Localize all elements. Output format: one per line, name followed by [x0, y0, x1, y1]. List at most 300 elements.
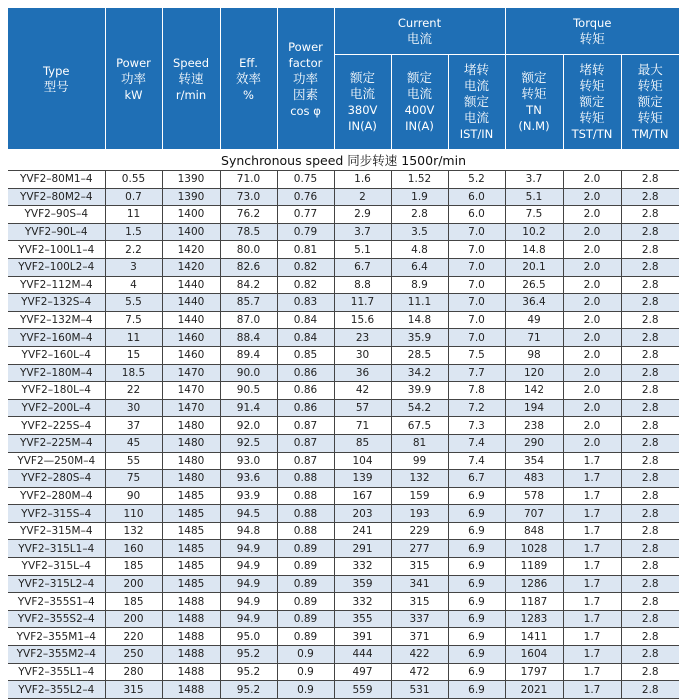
table-row — [8, 663, 679, 681]
cell-torque-tn: 194 — [505, 399, 563, 417]
cell-power: 0.7 — [105, 188, 162, 206]
cell-current-ratio: 6.9 — [448, 575, 505, 593]
cell-torque-tm: 2.8 — [621, 540, 679, 558]
cell-torque-tn: 26.5 — [505, 276, 563, 294]
cell-torque-tn: 1189 — [505, 558, 563, 576]
cell-power: 1.5 — [105, 223, 162, 241]
cell-power-factor: 0.89 — [277, 628, 334, 646]
header-tn-l3: TN — [526, 103, 542, 117]
cell-current-380v: 139 — [334, 470, 391, 488]
cell-current-400v: 3.5 — [391, 223, 448, 241]
cell-power-factor: 0.9 — [277, 663, 334, 681]
header-power-en: Power — [116, 55, 151, 70]
cell-current-380v: 5.1 — [334, 241, 391, 259]
sync-speed-title: Synchronous speed 同步转速 1500r/min — [8, 150, 679, 171]
cell-eff: 95.2 — [220, 681, 277, 699]
table-header — [8, 8, 679, 150]
cell-power-factor: 0.75 — [277, 171, 334, 189]
header-c380-l1: 额定 — [349, 70, 375, 85]
cell-current-ratio: 5.2 — [448, 171, 505, 189]
sync-speed-row — [8, 150, 679, 171]
header-eff-unit: % — [243, 87, 254, 102]
cell-speed: 1488 — [162, 610, 220, 628]
header-c400-l1: 额定 — [406, 70, 432, 85]
cell-current-ratio: 7.0 — [448, 223, 505, 241]
cell-speed: 1488 — [162, 681, 220, 699]
table-row — [8, 417, 679, 435]
cell-eff: 92.0 — [220, 417, 277, 435]
table-row — [8, 311, 679, 329]
cell-current-400v: 34.2 — [391, 364, 448, 382]
cell-torque-tst: 1.7 — [563, 646, 621, 664]
header-cr-l5: IST/IN — [459, 127, 494, 141]
cell-current-400v: 132 — [391, 470, 448, 488]
cell-speed: 1460 — [162, 346, 220, 364]
cell-torque-tm: 2.8 — [621, 241, 679, 259]
table-row — [8, 646, 679, 664]
cell-power: 15 — [105, 346, 162, 364]
cell-type: YVF2–90S–4 — [8, 206, 105, 224]
header-speed — [162, 8, 220, 150]
table-row — [8, 628, 679, 646]
cell-torque-tst: 1.7 — [563, 610, 621, 628]
cell-speed: 1470 — [162, 382, 220, 400]
table-row — [8, 294, 679, 312]
cell-torque-tm: 2.8 — [621, 329, 679, 347]
cell-eff: 89.4 — [220, 346, 277, 364]
cell-torque-tst: 1.7 — [563, 452, 621, 470]
cell-torque-tst: 1.7 — [563, 522, 621, 540]
cell-speed: 1488 — [162, 593, 220, 611]
cell-torque-tm: 2.8 — [621, 487, 679, 505]
cell-torque-tm: 2.8 — [621, 452, 679, 470]
cell-eff: 84.2 — [220, 276, 277, 294]
cell-speed: 1390 — [162, 188, 220, 206]
header-tst-l3: 额定 — [579, 94, 605, 109]
cell-torque-tn: 14.8 — [505, 241, 563, 259]
cell-eff: 71.0 — [220, 171, 277, 189]
table-row — [8, 452, 679, 470]
cell-torque-tm: 2.8 — [621, 663, 679, 681]
cell-current-380v: 42 — [334, 382, 391, 400]
cell-current-380v: 71 — [334, 417, 391, 435]
cell-torque-tst: 1.7 — [563, 681, 621, 699]
cell-eff: 95.0 — [220, 628, 277, 646]
cell-eff: 76.2 — [220, 206, 277, 224]
cell-torque-tn: 71 — [505, 329, 563, 347]
cell-power: 185 — [105, 558, 162, 576]
cell-eff: 90.0 — [220, 364, 277, 382]
table-row — [8, 593, 679, 611]
cell-eff: 95.2 — [220, 663, 277, 681]
header-torque-tn — [505, 55, 563, 150]
header-current-380v — [334, 55, 391, 150]
cell-torque-tm: 2.8 — [621, 610, 679, 628]
cell-current-380v: 36 — [334, 364, 391, 382]
header-torque-cn: 转矩 — [579, 31, 605, 46]
spec-table-container — [8, 8, 679, 699]
cell-eff: 94.9 — [220, 610, 277, 628]
cell-power: 45 — [105, 434, 162, 452]
cell-current-400v: 1.9 — [391, 188, 448, 206]
cell-eff: 94.9 — [220, 593, 277, 611]
cell-current-ratio: 7.0 — [448, 329, 505, 347]
cell-power-factor: 0.9 — [277, 646, 334, 664]
cell-current-400v: 11.1 — [391, 294, 448, 312]
header-torque-tst — [563, 55, 621, 150]
cell-type: YVF2–280M–4 — [8, 487, 105, 505]
cell-current-400v: 39.9 — [391, 382, 448, 400]
cell-type: YVF2–355L1–4 — [8, 663, 105, 681]
cell-type: YVF2–132M–4 — [8, 311, 105, 329]
cell-current-380v: 11.7 — [334, 294, 391, 312]
cell-current-380v: 332 — [334, 558, 391, 576]
cell-type: YVF2–200L–4 — [8, 399, 105, 417]
cell-torque-tn: 7.5 — [505, 206, 563, 224]
cell-torque-tst: 1.7 — [563, 487, 621, 505]
cell-torque-tm: 2.8 — [621, 188, 679, 206]
cell-current-ratio: 6.9 — [448, 593, 505, 611]
header-tm-l2: 转矩 — [637, 78, 663, 93]
cell-power-factor: 0.89 — [277, 575, 334, 593]
cell-current-400v: 4.8 — [391, 241, 448, 259]
table-row — [8, 399, 679, 417]
cell-current-ratio: 6.9 — [448, 628, 505, 646]
header-tm-l3: 额定 — [637, 94, 663, 109]
cell-type: YVF2–280S–4 — [8, 470, 105, 488]
cell-power-factor: 0.88 — [277, 505, 334, 523]
cell-type: YVF2–100L1–4 — [8, 241, 105, 259]
cell-current-ratio: 7.0 — [448, 311, 505, 329]
header-eff-cn: 效率 — [235, 70, 261, 86]
table-row — [8, 364, 679, 382]
cell-power-factor: 0.88 — [277, 487, 334, 505]
cell-current-ratio: 7.4 — [448, 452, 505, 470]
cell-current-ratio: 6.9 — [448, 540, 505, 558]
cell-type: YVF2–225S–4 — [8, 417, 105, 435]
cell-current-380v: 332 — [334, 593, 391, 611]
table-row — [8, 382, 679, 400]
cell-current-ratio: 7.8 — [448, 382, 505, 400]
cell-eff: 94.9 — [220, 575, 277, 593]
header-type-en: Type — [43, 63, 70, 78]
cell-current-380v: 291 — [334, 540, 391, 558]
header-tst-l4: 转矩 — [579, 110, 605, 125]
cell-current-ratio: 7.2 — [448, 399, 505, 417]
header-current-en: Current — [397, 16, 442, 30]
cell-eff: 95.2 — [220, 646, 277, 664]
cell-type: YVF2–80M1–4 — [8, 171, 105, 189]
cell-current-400v: 67.5 — [391, 417, 448, 435]
cell-power: 2.2 — [105, 241, 162, 259]
cell-torque-tm: 2.8 — [621, 593, 679, 611]
cell-torque-tm: 2.8 — [621, 434, 679, 452]
cell-torque-tm: 2.8 — [621, 558, 679, 576]
header-eff-en: Eff. — [239, 55, 258, 70]
cell-current-380v: 30 — [334, 346, 391, 364]
cell-power-factor: 0.87 — [277, 452, 334, 470]
cell-speed: 1488 — [162, 628, 220, 646]
cell-power-factor: 0.89 — [277, 558, 334, 576]
cell-power-factor: 0.82 — [277, 276, 334, 294]
cell-torque-tst: 2.0 — [563, 434, 621, 452]
cell-torque-tm: 2.8 — [621, 364, 679, 382]
cell-current-ratio: 7.0 — [448, 276, 505, 294]
cell-torque-tn: 578 — [505, 487, 563, 505]
cell-type: YVF2–90L–4 — [8, 223, 105, 241]
cell-torque-tst: 1.7 — [563, 558, 621, 576]
header-torque-en: Torque — [573, 16, 612, 30]
cell-current-380v: 8.8 — [334, 276, 391, 294]
cell-type: YVF2–355M2–4 — [8, 646, 105, 664]
cell-type: YVF2–132S–4 — [8, 294, 105, 312]
cell-torque-tn: 1028 — [505, 540, 563, 558]
cell-torque-tm: 2.8 — [621, 171, 679, 189]
cell-current-400v: 277 — [391, 540, 448, 558]
cell-torque-tn: 290 — [505, 434, 563, 452]
cell-current-400v: 315 — [391, 593, 448, 611]
header-eff — [220, 8, 277, 150]
cell-power: 30 — [105, 399, 162, 417]
cell-speed: 1485 — [162, 522, 220, 540]
cell-eff: 87.0 — [220, 311, 277, 329]
cell-power-factor: 0.82 — [277, 258, 334, 276]
cell-power: 5.5 — [105, 294, 162, 312]
header-c400-l4: IN(A) — [405, 119, 434, 133]
cell-speed: 1485 — [162, 558, 220, 576]
table-row — [8, 610, 679, 628]
header-cr-l4: 电流 — [463, 110, 489, 125]
cell-power: 22 — [105, 382, 162, 400]
cell-torque-tst: 1.7 — [563, 663, 621, 681]
cell-current-380v: 3.7 — [334, 223, 391, 241]
cell-current-ratio: 7.3 — [448, 417, 505, 435]
cell-current-ratio: 6.9 — [448, 610, 505, 628]
cell-eff: 90.5 — [220, 382, 277, 400]
cell-power-factor: 0.86 — [277, 364, 334, 382]
cell-power: 3 — [105, 258, 162, 276]
cell-current-380v: 2 — [334, 188, 391, 206]
cell-eff: 73.0 — [220, 188, 277, 206]
header-pf-cn2: 因素 — [292, 86, 318, 102]
cell-torque-tm: 2.8 — [621, 399, 679, 417]
cell-current-380v: 57 — [334, 399, 391, 417]
cell-current-ratio: 6.9 — [448, 522, 505, 540]
cell-speed: 1400 — [162, 206, 220, 224]
cell-power: 90 — [105, 487, 162, 505]
header-c380-l3: 380V — [347, 103, 378, 117]
cell-torque-tst: 1.7 — [563, 470, 621, 488]
cell-torque-tst: 1.7 — [563, 593, 621, 611]
header-power-cn: 功率 — [120, 70, 146, 86]
header-torque-tm — [621, 55, 679, 150]
cell-eff: 93.6 — [220, 470, 277, 488]
cell-torque-tst: 1.7 — [563, 540, 621, 558]
cell-torque-tm: 2.8 — [621, 628, 679, 646]
cell-current-ratio: 6.9 — [448, 663, 505, 681]
cell-torque-tst: 1.7 — [563, 628, 621, 646]
cell-torque-tn: 1604 — [505, 646, 563, 664]
cell-current-400v: 28.5 — [391, 346, 448, 364]
cell-torque-tst: 2.0 — [563, 294, 621, 312]
cell-current-380v: 104 — [334, 452, 391, 470]
cell-speed: 1440 — [162, 276, 220, 294]
cell-torque-tm: 2.8 — [621, 206, 679, 224]
table-row — [8, 470, 679, 488]
cell-current-380v: 497 — [334, 663, 391, 681]
cell-type: YVF2–315L1–4 — [8, 540, 105, 558]
cell-current-400v: 531 — [391, 681, 448, 699]
cell-current-380v: 444 — [334, 646, 391, 664]
header-c380-l4: IN(A) — [348, 119, 377, 133]
cell-eff: 94.8 — [220, 522, 277, 540]
cell-power: 315 — [105, 681, 162, 699]
cell-power-factor: 0.81 — [277, 241, 334, 259]
cell-current-380v: 2.9 — [334, 206, 391, 224]
cell-torque-tst: 1.7 — [563, 575, 621, 593]
cell-eff: 93.0 — [220, 452, 277, 470]
table-row — [8, 522, 679, 540]
cell-torque-tst: 2.0 — [563, 171, 621, 189]
header-type-cn: 型号 — [43, 78, 69, 94]
table-row — [8, 681, 679, 699]
cell-current-380v: 241 — [334, 522, 391, 540]
cell-current-ratio: 7.0 — [448, 258, 505, 276]
cell-torque-tm: 2.8 — [621, 470, 679, 488]
cell-torque-tn: 354 — [505, 452, 563, 470]
header-c400-l2: 电流 — [406, 86, 432, 101]
cell-power-factor: 0.89 — [277, 540, 334, 558]
cell-current-380v: 1.6 — [334, 171, 391, 189]
cell-torque-tst: 1.7 — [563, 505, 621, 523]
table-row — [8, 487, 679, 505]
cell-current-ratio: 6.9 — [448, 558, 505, 576]
cell-current-400v: 2.8 — [391, 206, 448, 224]
cell-speed: 1488 — [162, 663, 220, 681]
cell-torque-tn: 483 — [505, 470, 563, 488]
cell-power-factor: 0.86 — [277, 382, 334, 400]
table-row — [8, 540, 679, 558]
header-power-unit: kW — [124, 87, 143, 102]
cell-type: YVF2–80M2–4 — [8, 188, 105, 206]
cell-current-400v: 35.9 — [391, 329, 448, 347]
cell-type: YVF2–160L–4 — [8, 346, 105, 364]
cell-current-400v: 8.9 — [391, 276, 448, 294]
header-speed-unit: r/min — [175, 87, 207, 102]
cell-power: 110 — [105, 505, 162, 523]
cell-torque-tst: 2.0 — [563, 382, 621, 400]
cell-power-factor: 0.89 — [277, 610, 334, 628]
header-power-factor — [277, 8, 334, 150]
header-c380-l2: 电流 — [349, 86, 375, 101]
cell-speed: 1485 — [162, 540, 220, 558]
table-row — [8, 575, 679, 593]
cell-power-factor: 0.76 — [277, 188, 334, 206]
cell-current-380v: 15.6 — [334, 311, 391, 329]
cell-torque-tn: 120 — [505, 364, 563, 382]
cell-power: 55 — [105, 452, 162, 470]
cell-current-400v: 81 — [391, 434, 448, 452]
cell-torque-tn: 1411 — [505, 628, 563, 646]
cell-eff: 78.5 — [220, 223, 277, 241]
motor-spec-table — [8, 8, 679, 699]
cell-torque-tn: 10.2 — [505, 223, 563, 241]
cell-torque-tm: 2.8 — [621, 223, 679, 241]
cell-current-400v: 99 — [391, 452, 448, 470]
cell-current-380v: 85 — [334, 434, 391, 452]
cell-torque-tn: 3.7 — [505, 171, 563, 189]
cell-current-400v: 422 — [391, 646, 448, 664]
cell-current-ratio: 7.5 — [448, 346, 505, 364]
cell-type: YVF2–355S2–4 — [8, 610, 105, 628]
cell-current-ratio: 6.9 — [448, 505, 505, 523]
cell-torque-tm: 2.8 — [621, 294, 679, 312]
header-pf-en: Power factor — [288, 39, 323, 70]
cell-torque-tst: 2.0 — [563, 188, 621, 206]
header-power — [105, 8, 162, 150]
cell-eff: 93.9 — [220, 487, 277, 505]
header-tst-l2: 转矩 — [579, 78, 605, 93]
cell-speed: 1440 — [162, 311, 220, 329]
cell-speed: 1470 — [162, 399, 220, 417]
cell-type: YVF2–160M–4 — [8, 329, 105, 347]
cell-speed: 1400 — [162, 223, 220, 241]
header-current-ratio — [448, 55, 505, 150]
cell-eff: 82.6 — [220, 258, 277, 276]
cell-current-ratio: 6.0 — [448, 188, 505, 206]
cell-speed: 1480 — [162, 417, 220, 435]
cell-current-400v: 54.2 — [391, 399, 448, 417]
cell-speed: 1460 — [162, 329, 220, 347]
header-tm-l4: 转矩 — [637, 110, 663, 125]
cell-power: 7.5 — [105, 311, 162, 329]
cell-current-ratio: 7.4 — [448, 434, 505, 452]
table-row — [8, 241, 679, 259]
cell-power: 200 — [105, 575, 162, 593]
cell-current-ratio: 6.9 — [448, 646, 505, 664]
cell-eff: 88.4 — [220, 329, 277, 347]
cell-power: 18.5 — [105, 364, 162, 382]
table-row — [8, 329, 679, 347]
cell-torque-tst: 2.0 — [563, 258, 621, 276]
cell-power: 132 — [105, 522, 162, 540]
cell-eff: 94.5 — [220, 505, 277, 523]
cell-current-ratio: 6.7 — [448, 470, 505, 488]
cell-torque-tst: 2.0 — [563, 399, 621, 417]
cell-power-factor: 0.89 — [277, 593, 334, 611]
cell-torque-tst: 2.0 — [563, 223, 621, 241]
cell-type: YVF2–180M–4 — [8, 364, 105, 382]
cell-speed: 1485 — [162, 575, 220, 593]
cell-eff: 94.9 — [220, 540, 277, 558]
cell-torque-tm: 2.8 — [621, 575, 679, 593]
cell-current-400v: 337 — [391, 610, 448, 628]
cell-current-380v: 203 — [334, 505, 391, 523]
cell-current-400v: 341 — [391, 575, 448, 593]
cell-torque-tm: 2.8 — [621, 505, 679, 523]
cell-torque-tm: 2.8 — [621, 276, 679, 294]
cell-current-400v: 229 — [391, 522, 448, 540]
cell-type: YVF2—250M–4 — [8, 452, 105, 470]
cell-torque-tn: 238 — [505, 417, 563, 435]
cell-torque-tst: 2.0 — [563, 329, 621, 347]
cell-power: 4 — [105, 276, 162, 294]
cell-power: 160 — [105, 540, 162, 558]
header-tm-l1: 最大 — [637, 62, 663, 77]
cell-type: YVF2–355L2–4 — [8, 681, 105, 699]
header-current-cn: 电流 — [406, 31, 432, 46]
cell-power-factor: 0.88 — [277, 470, 334, 488]
